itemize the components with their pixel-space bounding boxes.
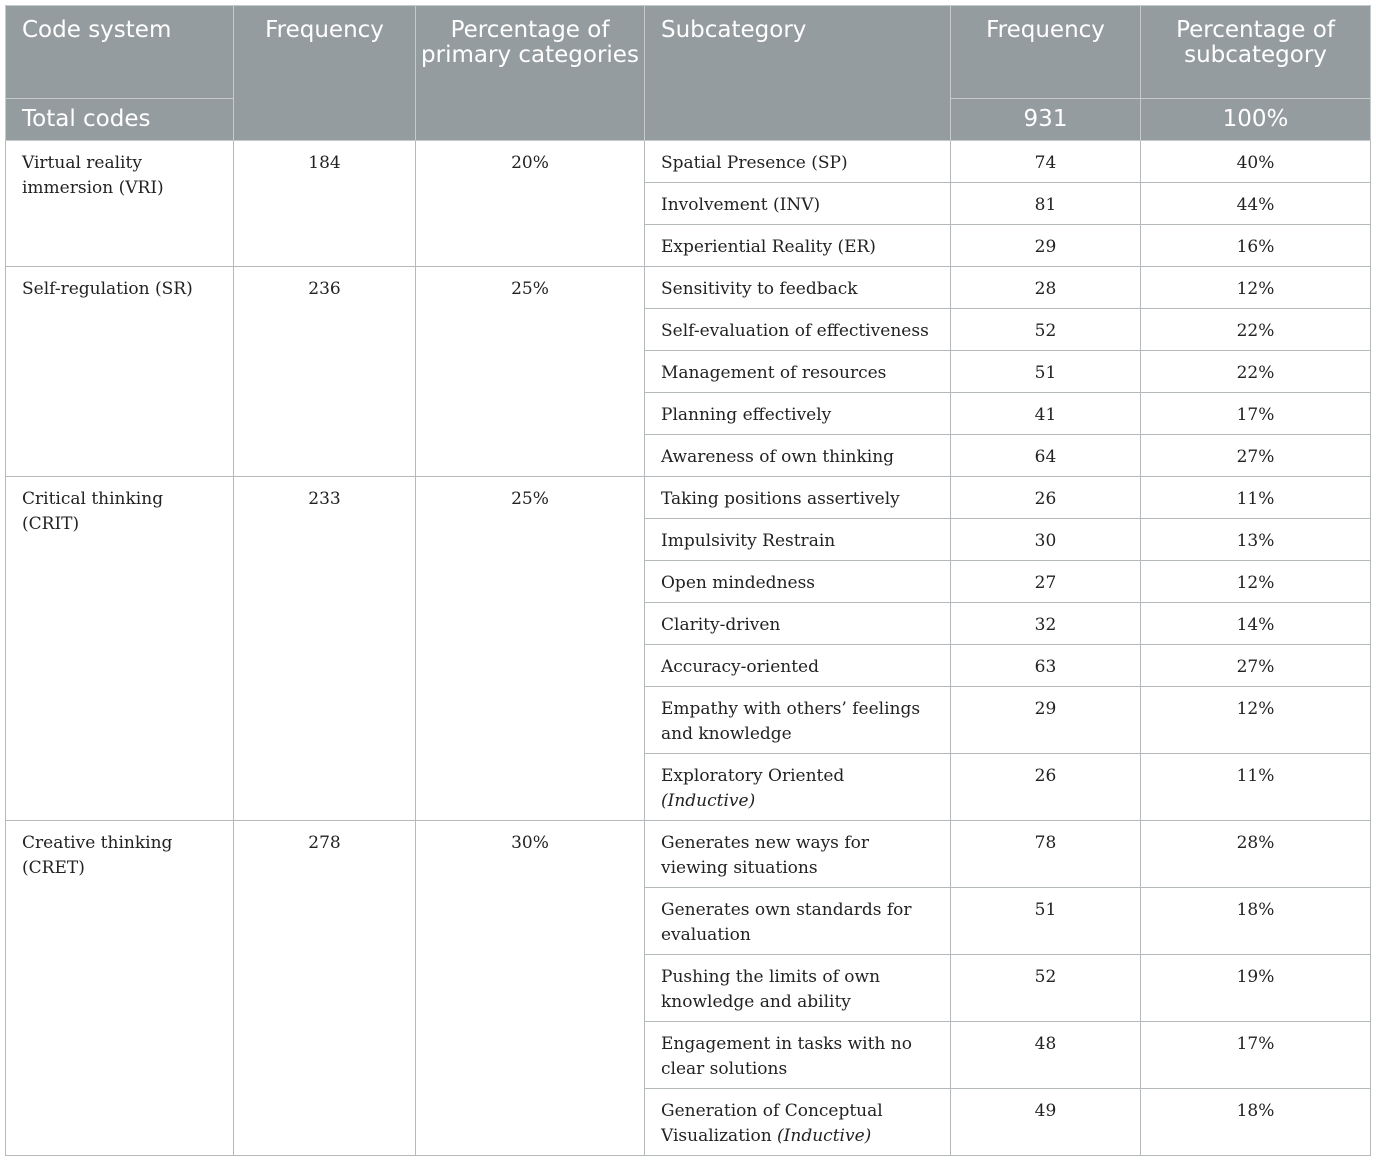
subcategory-frequency-cell: 64 — [951, 435, 1141, 477]
primary-percentage-cell: 20% — [416, 141, 645, 267]
subcategory-cell — [645, 141, 951, 183]
primary-frequency-cell: 233 — [234, 477, 416, 821]
subcategory-cell — [645, 821, 951, 888]
header-frequency-sub: Frequency — [951, 6, 1141, 99]
subcategory-label: Experiential Reality (ER) — [661, 237, 876, 257]
primary-frequency-cell: 236 — [234, 267, 416, 477]
primary-percentage-cell: 25% — [416, 267, 645, 477]
subcategory-frequency-cell: 78 — [951, 821, 1141, 888]
subcategory-cell — [645, 393, 951, 435]
code-system-cell: Self-regulation (SR) — [6, 267, 234, 477]
subcategory-label: Sensitivity to feedback — [661, 279, 858, 299]
subcategory-cell — [645, 754, 951, 821]
subcategory-percentage-cell: 11% — [1141, 754, 1371, 821]
subcategory-percentage-cell: 17% — [1141, 1022, 1371, 1089]
subcategory-label: Spatial Presence (SP) — [661, 153, 848, 173]
subcategory-percentage-cell: 19% — [1141, 955, 1371, 1022]
subcategory-cell — [645, 888, 951, 955]
subcategory-cell — [645, 435, 951, 477]
subcategory-frequency-cell: 63 — [951, 645, 1141, 687]
code-system-cell: Creative thinking (CRET) — [6, 821, 234, 1156]
subcategory-frequency-cell: 52 — [951, 309, 1141, 351]
subcategory-cell — [645, 687, 951, 754]
subcategory-percentage-cell: 18% — [1141, 1089, 1371, 1156]
subcategory-cell — [645, 955, 951, 1022]
code-system-cell: Virtual reality immersion (VRI) — [6, 141, 234, 267]
subcategory-label: Generation of Conceptual Visualization — [661, 1101, 883, 1146]
subcategory-frequency-cell: 26 — [951, 754, 1141, 821]
subcategory-percentage-cell: 16% — [1141, 225, 1371, 267]
subcategory-frequency-cell: 52 — [951, 955, 1141, 1022]
subcategory-frequency-cell: 81 — [951, 183, 1141, 225]
subcategory-percentage-cell: 12% — [1141, 561, 1371, 603]
header-code-system: Code system — [6, 6, 234, 99]
subcategory-label: Self-evaluation of effectiveness — [661, 321, 929, 341]
subcategory-frequency-cell: 29 — [951, 687, 1141, 754]
subcategory-cell — [645, 309, 951, 351]
table-row — [6, 821, 1371, 888]
subcategory-percentage-cell: 12% — [1141, 687, 1371, 754]
subcategory-percentage-cell: 44% — [1141, 183, 1371, 225]
subcategory-frequency-cell: 48 — [951, 1022, 1141, 1089]
table-row — [6, 267, 1371, 309]
subcategory-percentage-cell: 11% — [1141, 477, 1371, 519]
subcategory-percentage-cell: 28% — [1141, 821, 1371, 888]
subcategory-percentage-cell: 18% — [1141, 888, 1371, 955]
header-percentage-sub: Percentage of subcategory — [1141, 6, 1371, 99]
subcategory-label: Planning effectively — [661, 405, 832, 425]
header-percentage-primary: Percentage of primary categories — [416, 6, 645, 141]
primary-percentage-cell: 25% — [416, 477, 645, 821]
subcategory-cell — [645, 561, 951, 603]
subcategory-frequency-cell: 51 — [951, 351, 1141, 393]
subcategory-label: Taking positions assertively — [661, 489, 900, 509]
table-body — [6, 141, 1371, 1156]
subcategory-frequency-cell: 26 — [951, 477, 1141, 519]
subcategory-frequency-cell: 49 — [951, 1089, 1141, 1156]
table-row — [6, 477, 1371, 519]
subcategory-percentage-cell: 22% — [1141, 351, 1371, 393]
subcategory-cell — [645, 225, 951, 267]
subcategory-percentage-cell: 12% — [1141, 267, 1371, 309]
subcategory-percentage-cell: 27% — [1141, 645, 1371, 687]
header-subcategory: Subcategory — [645, 6, 951, 141]
subcategory-frequency-cell: 51 — [951, 888, 1141, 955]
subcategory-percentage-cell: 27% — [1141, 435, 1371, 477]
subcategory-cell — [645, 1089, 951, 1156]
header-row — [6, 6, 1371, 99]
subcategory-label: Involvement (INV) — [661, 195, 821, 215]
table-row — [6, 141, 1371, 183]
subcategory-cell — [645, 603, 951, 645]
subcategory-label: Open mindedness — [661, 573, 816, 593]
subcategory-label: Exploratory Oriented — [661, 766, 845, 786]
subcategory-label: Generates new ways for viewing situations — [661, 833, 869, 878]
subcategory-cell — [645, 351, 951, 393]
subcategory-percentage-cell: 14% — [1141, 603, 1371, 645]
subcategory-frequency-cell: 74 — [951, 141, 1141, 183]
subcategory-label: Awareness of own thinking — [661, 447, 895, 467]
table-header — [6, 6, 1371, 141]
subcategory-label: Generates own standards for evaluation — [661, 900, 912, 945]
subcategory-percentage-cell: 40% — [1141, 141, 1371, 183]
total-codes-value: 931 — [951, 99, 1141, 141]
subcategory-cell — [645, 645, 951, 687]
header-frequency-primary: Frequency — [234, 6, 416, 141]
primary-frequency-cell: 184 — [234, 141, 416, 267]
subcategory-label: Accuracy-oriented — [661, 657, 819, 677]
subcategory-cell — [645, 1022, 951, 1089]
code-system-table — [5, 5, 1371, 1156]
subcategory-frequency-cell: 29 — [951, 225, 1141, 267]
subcategory-frequency-cell: 27 — [951, 561, 1141, 603]
subcategory-frequency-cell: 32 — [951, 603, 1141, 645]
code-system-cell: Critical thinking (CRIT) — [6, 477, 234, 821]
subcategory-percentage-cell: 22% — [1141, 309, 1371, 351]
subcategory-note: (Inductive) — [661, 791, 756, 811]
subcategory-cell — [645, 477, 951, 519]
subcategory-label: Engagement in tasks with no clear solutions — [661, 1034, 912, 1079]
subcategory-label: Empathy with others’ feelings and knowledge — [661, 699, 921, 744]
subcategory-frequency-cell: 28 — [951, 267, 1141, 309]
subcategory-note: (Inductive) — [777, 1126, 872, 1146]
primary-percentage-cell: 30% — [416, 821, 645, 1156]
total-codes-percent: 100% — [1141, 99, 1371, 141]
total-codes-label: Total codes — [6, 99, 234, 141]
subcategory-label: Clarity-driven — [661, 615, 781, 635]
primary-frequency-cell: 278 — [234, 821, 416, 1156]
subcategory-cell — [645, 267, 951, 309]
subcategory-label: Management of resources — [661, 363, 887, 383]
subcategory-percentage-cell: 13% — [1141, 519, 1371, 561]
subcategory-cell — [645, 519, 951, 561]
subcategory-label: Pushing the limits of own knowledge and ability — [661, 967, 881, 1012]
subcategory-label: Impulsivity Restrain — [661, 531, 836, 551]
subcategory-percentage-cell: 17% — [1141, 393, 1371, 435]
subcategory-frequency-cell: 41 — [951, 393, 1141, 435]
subcategory-frequency-cell: 30 — [951, 519, 1141, 561]
subcategory-cell — [645, 183, 951, 225]
